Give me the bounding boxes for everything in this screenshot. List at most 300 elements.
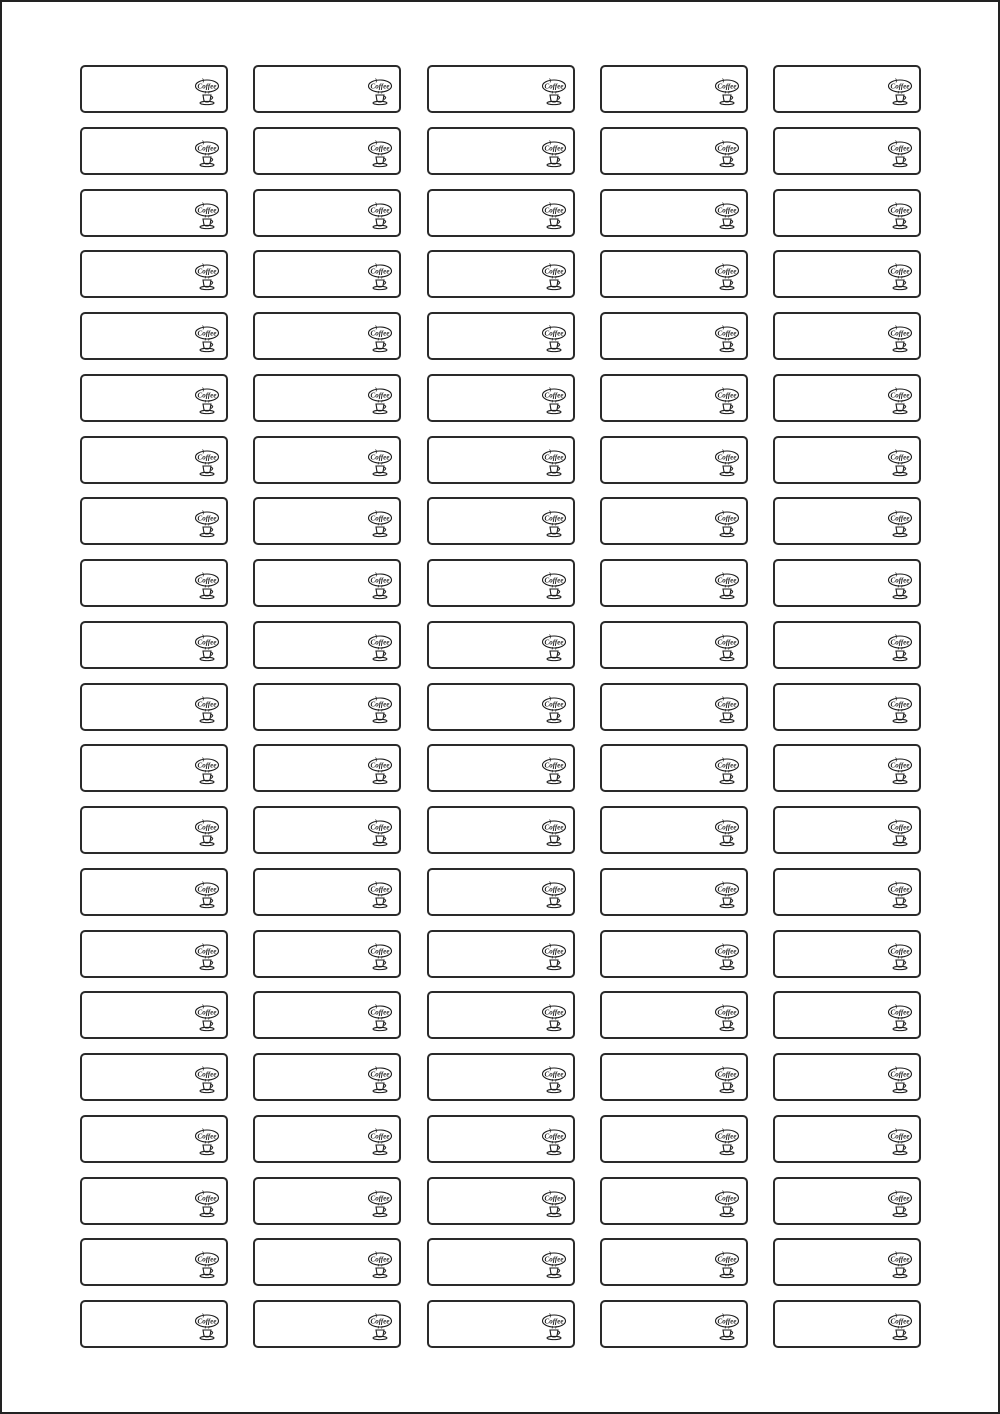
sticker-label: [600, 374, 748, 422]
coffee-logo-text: Coffee: [197, 329, 217, 338]
sticker-label: [427, 497, 575, 545]
coffee-cup-icon: [194, 387, 222, 415]
coffee-cup-icon: [887, 140, 915, 168]
coffee-logo-text: Coffee: [717, 514, 737, 523]
coffee-cup-icon: [194, 819, 222, 847]
coffee-cup-icon: [714, 572, 742, 600]
coffee-logo-text: Coffee: [544, 1132, 564, 1141]
coffee-logo-text: Coffee: [370, 1070, 390, 1079]
coffee-cup-icon: [714, 819, 742, 847]
coffee-cup-icon: [541, 1251, 569, 1279]
coffee-cup-icon: [194, 1190, 222, 1218]
coffee-logo-text: Coffee: [890, 1070, 910, 1079]
coffee-logo-text: Coffee: [544, 391, 564, 400]
coffee-logo-text: Coffee: [890, 885, 910, 894]
coffee-logo-text: Coffee: [197, 453, 217, 461]
coffee-logo-text: Coffee: [370, 1008, 390, 1017]
coffee-cup-icon: [887, 1004, 915, 1032]
sticker-label: [253, 250, 401, 298]
sticker-label: [253, 991, 401, 1039]
coffee-cup-icon: [887, 1066, 915, 1094]
coffee-logo-text: Coffee: [370, 885, 390, 894]
coffee-cup-icon: [887, 1190, 915, 1218]
coffee-cup-icon: [194, 881, 222, 909]
coffee-cup-icon: [367, 881, 395, 909]
sticker-label: [773, 374, 921, 422]
sticker-label: [253, 806, 401, 854]
coffee-logo-text: Coffee: [717, 823, 737, 832]
sticker-label: [427, 806, 575, 854]
sticker-label: [427, 189, 575, 237]
coffee-logo-text: Coffee: [717, 82, 737, 91]
coffee-logo-text: Coffee: [890, 1194, 910, 1202]
coffee-cup-icon: [541, 696, 569, 724]
coffee-logo-text: Coffee: [370, 1317, 390, 1326]
sticker-label: [427, 127, 575, 175]
coffee-cup-icon: [194, 757, 222, 785]
coffee-cup-icon: [541, 819, 569, 847]
coffee-logo-text: Coffee: [370, 576, 390, 585]
sticker-label: [80, 1053, 228, 1101]
coffee-logo-text: Coffee: [197, 947, 217, 955]
sticker-label: [600, 806, 748, 854]
sticker-label: [253, 744, 401, 792]
coffee-cup-icon: [367, 510, 395, 538]
coffee-cup-icon: [714, 943, 742, 971]
coffee-logo-text: Coffee: [197, 267, 217, 276]
coffee-logo-text: Coffee: [890, 267, 910, 276]
coffee-cup-icon: [367, 263, 395, 291]
coffee-cup-icon: [714, 202, 742, 230]
coffee-logo-text: Coffee: [890, 453, 910, 461]
sticker-label: [427, 621, 575, 669]
coffee-logo-text: Coffee: [197, 1194, 217, 1202]
coffee-cup-icon: [367, 1004, 395, 1032]
sticker-label: [80, 497, 228, 545]
sticker-label: [427, 744, 575, 792]
coffee-cup-icon: [541, 1313, 569, 1341]
sticker-label: [427, 65, 575, 113]
coffee-cup-icon: [194, 634, 222, 662]
sticker-label: [773, 1238, 921, 1286]
coffee-logo-text: Coffee: [717, 144, 737, 153]
coffee-logo-text: Coffee: [717, 1008, 737, 1017]
sticker-label: [253, 1300, 401, 1348]
coffee-logo-text: Coffee: [544, 144, 564, 153]
coffee-cup-icon: [887, 449, 915, 477]
coffee-cup-icon: [194, 263, 222, 291]
sticker-label: [427, 1300, 575, 1348]
coffee-cup-icon: [887, 325, 915, 353]
sticker-label: [80, 1300, 228, 1348]
coffee-cup-icon: [541, 325, 569, 353]
sticker-label: [80, 991, 228, 1039]
coffee-logo-text: Coffee: [370, 514, 390, 523]
coffee-cup-icon: [714, 1190, 742, 1218]
sticker-label: [253, 1115, 401, 1163]
coffee-logo-text: Coffee: [197, 638, 217, 647]
sticker-label: [427, 683, 575, 731]
sticker-label: [427, 1053, 575, 1101]
coffee-cup-icon: [194, 325, 222, 353]
coffee-cup-icon: [541, 881, 569, 909]
coffee-logo-text: Coffee: [717, 453, 737, 461]
sticker-label: [600, 1177, 748, 1225]
sticker-label: [773, 127, 921, 175]
coffee-cup-icon: [541, 387, 569, 415]
sticker-label: [253, 868, 401, 916]
sticker-label: [600, 250, 748, 298]
coffee-cup-icon: [887, 387, 915, 415]
sticker-label: [80, 744, 228, 792]
coffee-logo-text: Coffee: [197, 1008, 217, 1017]
coffee-logo-text: Coffee: [890, 206, 910, 214]
coffee-logo-text: Coffee: [544, 267, 564, 276]
sticker-label: [600, 497, 748, 545]
sticker-label: [80, 621, 228, 669]
coffee-logo-text: Coffee: [717, 329, 737, 338]
coffee-logo-text: Coffee: [370, 1132, 390, 1141]
sticker-label: [773, 1300, 921, 1348]
coffee-cup-icon: [541, 510, 569, 538]
coffee-cup-icon: [194, 449, 222, 477]
coffee-logo-text: Coffee: [890, 144, 910, 153]
sticker-label: [773, 189, 921, 237]
coffee-cup-icon: [194, 1251, 222, 1279]
coffee-cup-icon: [714, 1128, 742, 1156]
sticker-label: [773, 65, 921, 113]
coffee-cup-icon: [367, 1128, 395, 1156]
coffee-cup-icon: [541, 1128, 569, 1156]
coffee-cup-icon: [887, 1128, 915, 1156]
coffee-logo-text: Coffee: [544, 82, 564, 91]
coffee-logo-text: Coffee: [890, 82, 910, 91]
sticker-label: [253, 497, 401, 545]
sticker-label: [80, 1238, 228, 1286]
coffee-logo-text: Coffee: [197, 1132, 217, 1141]
coffee-cup-icon: [367, 943, 395, 971]
coffee-logo-text: Coffee: [370, 206, 390, 214]
coffee-cup-icon: [714, 325, 742, 353]
coffee-cup-icon: [541, 757, 569, 785]
sticker-label: [773, 559, 921, 607]
coffee-logo-text: Coffee: [717, 885, 737, 894]
sticker-label: [80, 374, 228, 422]
sticker-label: [773, 930, 921, 978]
coffee-logo-text: Coffee: [890, 514, 910, 523]
coffee-cup-icon: [367, 1190, 395, 1218]
sticker-label: [80, 312, 228, 360]
sticker-label: [773, 868, 921, 916]
sticker-label: [427, 559, 575, 607]
coffee-cup-icon: [887, 263, 915, 291]
coffee-logo-text: Coffee: [197, 514, 217, 523]
sticker-label: [253, 621, 401, 669]
coffee-cup-icon: [714, 1066, 742, 1094]
coffee-logo-text: Coffee: [197, 144, 217, 153]
coffee-cup-icon: [541, 263, 569, 291]
sticker-label: [773, 1053, 921, 1101]
coffee-cup-icon: [367, 572, 395, 600]
sticker-label: [253, 683, 401, 731]
coffee-logo-text: Coffee: [890, 761, 910, 770]
coffee-logo-text: Coffee: [717, 1070, 737, 1079]
coffee-logo-text: Coffee: [544, 700, 564, 708]
coffee-cup-icon: [194, 510, 222, 538]
sticker-label: [773, 312, 921, 360]
coffee-cup-icon: [714, 510, 742, 538]
sticker-label: [600, 559, 748, 607]
coffee-logo-text: Coffee: [370, 82, 390, 91]
coffee-cup-icon: [887, 202, 915, 230]
sticker-label: [600, 991, 748, 1039]
coffee-logo-text: Coffee: [197, 885, 217, 894]
coffee-cup-icon: [714, 1313, 742, 1341]
coffee-logo-text: Coffee: [370, 453, 390, 461]
coffee-cup-icon: [714, 1004, 742, 1032]
coffee-cup-icon: [194, 140, 222, 168]
coffee-logo-text: Coffee: [197, 82, 217, 91]
coffee-logo-text: Coffee: [370, 947, 390, 955]
sticker-label: [80, 127, 228, 175]
sticker-label: [253, 1238, 401, 1286]
coffee-logo-text: Coffee: [197, 761, 217, 770]
coffee-cup-icon: [194, 1128, 222, 1156]
coffee-cup-icon: [541, 1004, 569, 1032]
coffee-logo-text: Coffee: [197, 700, 217, 708]
coffee-logo-text: Coffee: [544, 1070, 564, 1079]
sticker-label: [427, 1115, 575, 1163]
sticker-label: [427, 1177, 575, 1225]
coffee-cup-icon: [367, 634, 395, 662]
sticker-label: [600, 683, 748, 731]
sticker-label: [253, 189, 401, 237]
sticker-label: [427, 1238, 575, 1286]
coffee-logo-text: Coffee: [717, 267, 737, 276]
coffee-cup-icon: [887, 634, 915, 662]
sticker-label: [600, 621, 748, 669]
sticker-label: [80, 1177, 228, 1225]
coffee-cup-icon: [714, 757, 742, 785]
sticker-label: [80, 436, 228, 484]
coffee-logo-text: Coffee: [544, 206, 564, 214]
sticker-label: [253, 930, 401, 978]
sticker-label: [600, 868, 748, 916]
coffee-cup-icon: [367, 449, 395, 477]
sticker-label: [80, 806, 228, 854]
coffee-cup-icon: [194, 1004, 222, 1032]
sticker-label: [773, 991, 921, 1039]
sticker-label: [427, 374, 575, 422]
coffee-logo-text: Coffee: [370, 823, 390, 832]
sticker-label: [80, 868, 228, 916]
coffee-logo-text: Coffee: [717, 576, 737, 585]
coffee-logo-text: Coffee: [544, 453, 564, 461]
sticker-label: [773, 436, 921, 484]
coffee-cup-icon: [887, 510, 915, 538]
sticker-label: [80, 930, 228, 978]
sticker-label: [427, 991, 575, 1039]
coffee-logo-text: Coffee: [890, 1255, 910, 1264]
coffee-logo-text: Coffee: [890, 1317, 910, 1326]
sticker-label: [773, 1177, 921, 1225]
coffee-cup-icon: [714, 387, 742, 415]
sticker-label: [253, 436, 401, 484]
coffee-logo-text: Coffee: [544, 947, 564, 955]
coffee-logo-text: Coffee: [890, 1008, 910, 1017]
coffee-logo-text: Coffee: [890, 576, 910, 585]
coffee-cup-icon: [194, 202, 222, 230]
coffee-logo-text: Coffee: [544, 1008, 564, 1017]
coffee-logo-text: Coffee: [544, 761, 564, 770]
coffee-logo-text: Coffee: [370, 638, 390, 647]
coffee-cup-icon: [714, 634, 742, 662]
sticker-label: [427, 930, 575, 978]
coffee-logo-text: Coffee: [717, 947, 737, 955]
coffee-logo-text: Coffee: [197, 1255, 217, 1264]
coffee-cup-icon: [367, 696, 395, 724]
coffee-cup-icon: [887, 819, 915, 847]
coffee-logo-text: Coffee: [197, 206, 217, 214]
coffee-cup-icon: [887, 1251, 915, 1279]
coffee-logo-text: Coffee: [544, 329, 564, 338]
coffee-logo-text: Coffee: [370, 761, 390, 770]
sticker-label: [600, 127, 748, 175]
coffee-cup-icon: [194, 572, 222, 600]
coffee-cup-icon: [541, 78, 569, 106]
sticker-label: [427, 868, 575, 916]
coffee-cup-icon: [887, 943, 915, 971]
coffee-logo-text: Coffee: [890, 391, 910, 400]
coffee-cup-icon: [194, 1313, 222, 1341]
sticker-label: [253, 1053, 401, 1101]
coffee-cup-icon: [367, 387, 395, 415]
sticker-label: [80, 683, 228, 731]
coffee-cup-icon: [714, 1251, 742, 1279]
coffee-logo-text: Coffee: [370, 391, 390, 400]
coffee-logo-text: Coffee: [197, 823, 217, 832]
sticker-label: [773, 621, 921, 669]
coffee-logo-text: Coffee: [717, 391, 737, 400]
coffee-cup-icon: [541, 1066, 569, 1094]
coffee-cup-icon: [367, 140, 395, 168]
coffee-logo-text: Coffee: [890, 823, 910, 832]
coffee-logo-text: Coffee: [197, 1317, 217, 1326]
coffee-cup-icon: [194, 943, 222, 971]
coffee-cup-icon: [541, 572, 569, 600]
sticker-label: [600, 1300, 748, 1348]
coffee-logo-text: Coffee: [197, 391, 217, 400]
coffee-logo-text: Coffee: [370, 329, 390, 338]
coffee-logo-text: Coffee: [544, 823, 564, 832]
sticker-label: [253, 1177, 401, 1225]
coffee-logo-text: Coffee: [370, 267, 390, 276]
sticker-label: [427, 436, 575, 484]
coffee-logo-text: Coffee: [890, 947, 910, 955]
sticker-label: [600, 930, 748, 978]
coffee-cup-icon: [887, 696, 915, 724]
coffee-cup-icon: [367, 202, 395, 230]
coffee-logo-text: Coffee: [544, 576, 564, 585]
sticker-label: [427, 250, 575, 298]
sticker-label: [773, 744, 921, 792]
sticker-label: [773, 1115, 921, 1163]
coffee-logo-text: Coffee: [370, 700, 390, 708]
coffee-logo-text: Coffee: [890, 700, 910, 708]
coffee-cup-icon: [887, 757, 915, 785]
sticker-label: [253, 312, 401, 360]
coffee-cup-icon: [367, 325, 395, 353]
coffee-cup-icon: [887, 78, 915, 106]
sticker-label: [600, 312, 748, 360]
coffee-cup-icon: [714, 78, 742, 106]
coffee-cup-icon: [887, 572, 915, 600]
sticker-label: [253, 65, 401, 113]
coffee-cup-icon: [714, 449, 742, 477]
coffee-logo-text: Coffee: [717, 700, 737, 708]
sticker-label: [600, 436, 748, 484]
coffee-cup-icon: [194, 78, 222, 106]
coffee-logo-text: Coffee: [197, 576, 217, 585]
sticker-label: [253, 374, 401, 422]
coffee-cup-icon: [714, 696, 742, 724]
coffee-logo-text: Coffee: [717, 638, 737, 647]
sticker-label: [773, 250, 921, 298]
coffee-cup-icon: [541, 449, 569, 477]
coffee-logo-text: Coffee: [544, 514, 564, 523]
coffee-cup-icon: [367, 757, 395, 785]
sticker-label: [600, 1053, 748, 1101]
coffee-logo-text: Coffee: [890, 638, 910, 647]
coffee-cup-icon: [367, 78, 395, 106]
coffee-cup-icon: [194, 1066, 222, 1094]
sticker-label: [600, 65, 748, 113]
coffee-logo-text: Coffee: [717, 1317, 737, 1326]
coffee-logo-text: Coffee: [544, 638, 564, 647]
coffee-cup-icon: [714, 140, 742, 168]
coffee-cup-icon: [541, 1190, 569, 1218]
sticker-label: [427, 312, 575, 360]
coffee-logo-text: Coffee: [370, 1194, 390, 1202]
coffee-logo-text: Coffee: [370, 1255, 390, 1264]
coffee-cup-icon: [367, 1251, 395, 1279]
coffee-cup-icon: [367, 1066, 395, 1094]
sticker-label: [773, 683, 921, 731]
sticker-label: [80, 65, 228, 113]
coffee-logo-text: Coffee: [717, 761, 737, 770]
sticker-label: [600, 1238, 748, 1286]
coffee-logo-text: Coffee: [544, 1317, 564, 1326]
sticker-label: [80, 250, 228, 298]
sticker-label: [80, 189, 228, 237]
coffee-logo-text: Coffee: [717, 206, 737, 214]
sticker-label: [600, 744, 748, 792]
coffee-logo-text: Coffee: [544, 1255, 564, 1264]
coffee-logo-text: Coffee: [544, 885, 564, 894]
coffee-cup-icon: [367, 819, 395, 847]
coffee-cup-icon: [887, 881, 915, 909]
coffee-logo-text: Coffee: [890, 329, 910, 338]
coffee-cup-icon: [541, 202, 569, 230]
coffee-cup-icon: [714, 881, 742, 909]
coffee-cup-icon: [194, 696, 222, 724]
coffee-logo-text: Coffee: [544, 1194, 564, 1202]
sticker-label: [253, 127, 401, 175]
sticker-label: [600, 189, 748, 237]
coffee-cup-icon: [541, 140, 569, 168]
coffee-cup-icon: [367, 1313, 395, 1341]
sticker-label: [253, 559, 401, 607]
